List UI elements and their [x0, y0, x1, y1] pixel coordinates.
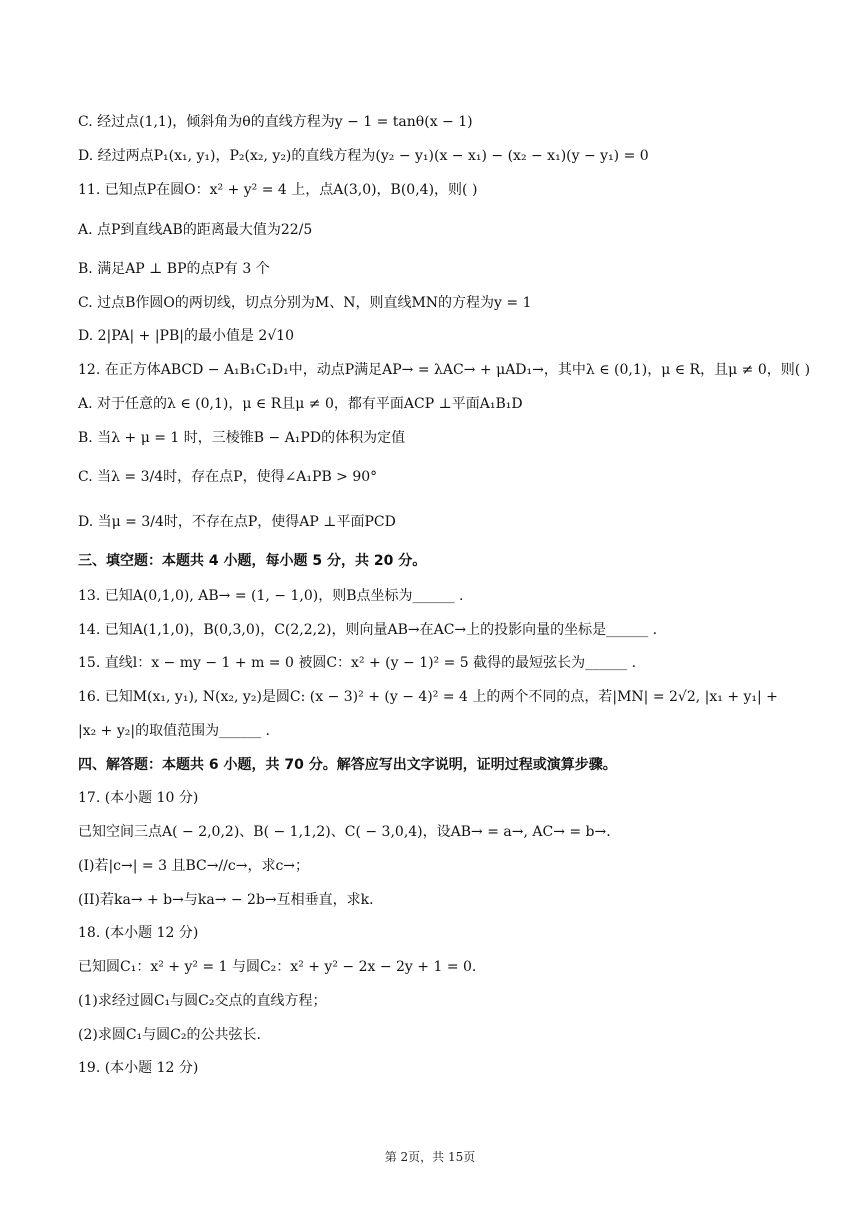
question-17-part2: (II)若ka→ + b→与ka→ − 2b→互相垂直，求k. [78, 892, 374, 908]
option-12a: A. 对于任意的λ ∈ (0,1)，μ ∈ R且μ ≠ 0，都有平面ACP ⊥平面A₁B₁D [78, 396, 523, 412]
question-18-part2: (2)求圆C₁与圆C₂的公共弦长. [78, 1027, 261, 1043]
option-11a: A. 点P到直线AB的距离最大值为22/5 [78, 222, 313, 238]
question-14: 14. 已知A(1,1,0)，B(0,3,0)，C(2,2,2)，则向量AB→在AC→上的投影向量的坐标是______ . [78, 622, 658, 638]
section-heading-fill-in: 三、填空题：本题共 4 小题，每小题 5 分，共 20 分。 [78, 553, 427, 569]
option-11b: B. 满足AP ⊥ BP的点P有 3 个 [78, 261, 270, 277]
option-10c: C. 经过点(1,1)，倾斜角为θ的直线方程为y − 1 = tanθ(x − 1) [78, 114, 473, 130]
option-12c: C. 当λ = 3/4时，存在点P，使得∠A₁PB > 90° [78, 469, 378, 485]
option-12b: B. 当λ + μ = 1 时，三棱锥B − A₁PD的体积为定值 [78, 430, 406, 446]
option-11d: D. 2|PA| + |PB|的最小值是 2√10 [78, 328, 295, 344]
question-18-part1: (1)求经过圆C₁与圆C₂交点的直线方程； [78, 993, 327, 1009]
option-11c: C. 过点B作圆O的两切线，切点分别为M、N，则直线MN的方程为y = 1 [78, 295, 532, 311]
section-heading-answers: 四、解答题：本题共 6 小题，共 70 分。解答应写出文字说明，证明过程或演算步骤。 [78, 757, 617, 773]
question-18-title: 18. (本小题 12 分) [78, 925, 199, 941]
question-17-title: 17. (本小题 10 分) [78, 790, 199, 806]
question-16-cont: |x₂ + y₂|的取值范围为______ . [78, 723, 270, 739]
question-13: 13. 已知A(0,1,0), AB→ = (1, − 1,0)，则B点坐标为______ . [78, 588, 464, 604]
question-18-body: 已知圆C₁：x² + y² = 1 与圆C₂：x² + y² − 2x − 2y + 1 = 0. [78, 959, 477, 975]
option-10d: D. 经过两点P₁(x₁, y₁)，P₂(x₂, y₂)的直线方程为(y₂ − y₁)(x − x₁) − (x₂ − x₁)(y − y₁) = 0 [78, 148, 649, 164]
question-11: 11. 已知点P在圆O：x² + y² = 4 上，点A(3,0)，B(0,4)，则( ) [78, 182, 478, 198]
page-footer: 第 2页，共 15页 [384, 1150, 476, 1164]
question-15: 15. 直线l：x − my − 1 + m = 0 被圆C：x² + (y − 1)² = 5 截得的最短弦长为______ . [78, 655, 637, 671]
question-19-title: 19. (本小题 12 分) [78, 1060, 199, 1076]
option-12d: D. 当μ = 3/4时，不存在点P，使得AP ⊥平面PCD [78, 514, 396, 530]
question-16: 16. 已知M(x₁, y₁), N(x₂, y₂)是圆C: (x − 3)² + (y − 4)² = 4 上的两个不同的点，若|MN| = 2√2, |x₁ + y₁| + [78, 689, 778, 705]
question-12: 12. 在正方体ABCD − A₁B₁C₁D₁中，动点P满足AP→ = λAC→ + μAD₁→，其中λ ∈ (0,1)，μ ∈ R，且μ ≠ 0，则( ) [78, 362, 811, 378]
question-17-part1: (I)若|c→| = 3 且BC→//c→，求c→； [78, 858, 310, 874]
question-17-body: 已知空间三点A( − 2,0,2)、B( − 1,1,2)、C( − 3,0,4)，设AB→ = a→, AC→ = b→. [78, 824, 611, 840]
